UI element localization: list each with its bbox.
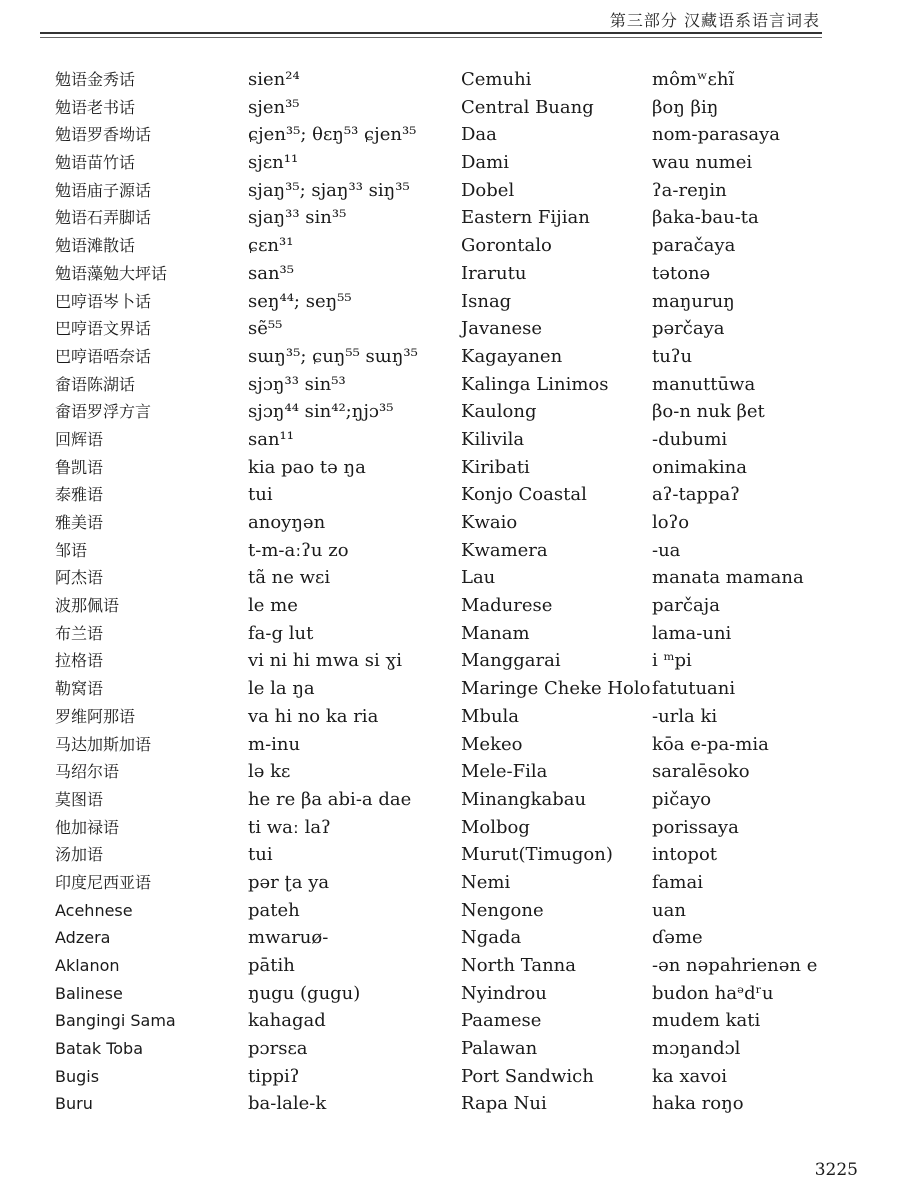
word-form: uan <box>652 899 686 921</box>
word-form: loʔo <box>652 512 690 533</box>
language-name: Daa <box>461 124 497 146</box>
word-form: ka xavoi <box>652 1065 728 1087</box>
language-name: Palawan <box>461 1038 538 1060</box>
language-name: Manam <box>461 622 530 644</box>
language-name: Balinese <box>55 983 123 1003</box>
word-form: sẽ⁵⁵ <box>248 318 283 340</box>
word-form: intopot <box>652 844 718 866</box>
word-form: fa-g lut <box>248 622 314 644</box>
word-form: ŋugu (gugu) <box>248 982 361 1004</box>
right-language-column <box>461 66 651 1118</box>
language-name: 巴哼语唔奈话 <box>55 346 152 366</box>
language-name: 勒窝语 <box>55 679 104 699</box>
language-name: 巴哼语岑卜话 <box>55 291 152 311</box>
word-form: tətonə <box>652 262 711 284</box>
page-number: 3225 <box>814 1160 858 1180</box>
word-form: -ua <box>652 539 681 561</box>
word-form: famai <box>652 871 703 893</box>
language-name: 勉语金秀话 <box>55 70 136 89</box>
word-form: ba-lale-k <box>248 1093 327 1115</box>
language-name: Rapa Nui <box>461 1093 547 1115</box>
language-name: Mele-Fila <box>461 761 548 783</box>
language-name: Aklanon <box>55 956 120 975</box>
language-name: Batak Toba <box>55 1039 144 1059</box>
language-name: 泰雅语 <box>55 485 104 505</box>
running-header: 第三部分 汉藏语系语言词表 <box>609 11 820 30</box>
word-form: t-m-aːʔu zo <box>248 539 349 561</box>
language-name: Nengone <box>461 899 544 921</box>
word-form: seŋ⁴⁴; seŋ⁵⁵ <box>248 290 352 312</box>
language-name: 畲语陈湖话 <box>55 374 136 394</box>
word-form: budon haᵊdʳu <box>652 982 774 1004</box>
word-form: -urla ki <box>652 705 718 727</box>
language-name: Nemi <box>461 871 511 893</box>
word-form: pateh <box>248 899 300 921</box>
word-form: wau numei <box>652 152 753 174</box>
language-name: Port Sandwich <box>461 1065 594 1087</box>
word-form: tui <box>248 484 273 506</box>
word-form: le la ŋa <box>248 678 315 700</box>
word-form: ɗəme <box>652 927 703 949</box>
word-form: tippiʔ <box>248 1065 300 1087</box>
word-form: kahagad <box>248 1010 326 1032</box>
language-name: Cemuhi <box>461 69 532 90</box>
language-name: 勉语石弄脚话 <box>55 208 152 228</box>
language-name: Molbog <box>461 816 530 838</box>
left-language-column <box>55 66 235 1118</box>
word-form: mwaruø- <box>248 927 329 949</box>
word-form: sjɔŋ⁴⁴ sin⁴²;ŋjɔ³⁵ <box>248 401 394 423</box>
word-form: aʔ-tappaʔ <box>652 484 740 506</box>
word-form: sɯŋ³⁵; ɕuŋ⁵⁵ sɯŋ³⁵ <box>248 345 418 367</box>
language-name: 汤加语 <box>55 845 104 865</box>
language-name: Adzera <box>55 928 111 948</box>
language-name: 布兰语 <box>55 623 104 643</box>
language-name: Minangkabau <box>461 788 587 810</box>
language-name: Kwamera <box>461 539 548 561</box>
language-name: Bugis <box>55 1066 100 1086</box>
language-name: 巴哼语文界话 <box>55 319 152 339</box>
language-name: Ngada <box>461 927 522 949</box>
language-name: 邹语 <box>55 540 88 560</box>
word-form: tuʔu <box>652 345 693 367</box>
word-form: paračaya <box>652 235 736 257</box>
word-form: maŋuruŋ <box>652 290 735 312</box>
word-form: nom-parasaya <box>652 124 781 146</box>
word-form: va hi no ka ria <box>248 705 379 727</box>
language-name: 勉语滩散话 <box>55 236 136 256</box>
language-name: Manggarai <box>461 650 561 672</box>
language-name: Isnag <box>461 290 512 312</box>
language-name: 马绍尔语 <box>55 762 120 782</box>
language-name: Gorontalo <box>461 235 552 257</box>
word-form: haka roŋo <box>652 1093 744 1115</box>
language-name: 他加禄语 <box>55 817 120 837</box>
word-form: mômʷɛhĩ <box>652 69 735 90</box>
language-name: Central Buang <box>461 96 594 118</box>
word-form: lə kɛ <box>248 761 291 783</box>
language-name: Kilivila <box>461 428 525 450</box>
word-form: pičayo <box>652 788 712 810</box>
language-name: Kagayanen <box>461 345 563 367</box>
language-name: 勉语罗香坳话 <box>55 125 152 145</box>
language-name: Kaulong <box>461 401 537 423</box>
word-form: saralēsoko <box>652 761 750 783</box>
word-form: porissaya <box>652 816 739 838</box>
word-form: -dubumi <box>652 428 728 450</box>
word-form: ɕjen³⁵; θɛŋ⁵³ ɕjen³⁵ <box>248 124 417 146</box>
language-name: Lau <box>461 567 496 589</box>
word-form: βoŋ βiŋ <box>652 96 719 118</box>
word-form: sien²⁴ <box>248 69 300 90</box>
language-name: 畲语罗浮方言 <box>55 402 152 422</box>
language-name: Maringe Cheke Holo <box>461 678 651 700</box>
word-form: m-inu <box>248 733 301 755</box>
language-name: Acehnese <box>55 900 133 920</box>
language-name: Mbula <box>461 705 520 727</box>
language-name: Konjo Coastal <box>461 484 587 506</box>
language-name: 罗维阿那语 <box>55 706 136 726</box>
word-form: ʔa-reŋin <box>652 179 727 201</box>
language-name: Dami <box>461 152 509 174</box>
language-name: 雅美语 <box>55 513 104 532</box>
word-form: manata mamana <box>652 567 804 589</box>
language-name: 鲁凯语 <box>55 457 104 477</box>
word-form: san¹¹ <box>248 428 294 450</box>
word-form: lama-uni <box>652 622 732 644</box>
language-name: 勉语老书话 <box>55 97 136 117</box>
word-form: kia pao tə ŋa <box>248 456 366 478</box>
language-name: Mekeo <box>461 733 523 755</box>
word-form: pātih <box>248 955 295 976</box>
word-form: sjaŋ³³ sin³⁵ <box>248 207 347 229</box>
word-form: βaka-bau-ta <box>652 207 759 229</box>
language-name: 马达加斯加语 <box>55 734 152 754</box>
word-form: onimakina <box>652 456 747 478</box>
word-form: parčaja <box>652 595 720 617</box>
word-form: tã ne wɛi <box>248 567 331 589</box>
language-name: 印度尼西亚语 <box>55 872 152 892</box>
word-form: pərčaya <box>652 318 725 340</box>
language-name: 勉语藻勉大坪话 <box>55 263 168 283</box>
word-form: ɕɛn³¹ <box>248 235 294 257</box>
language-name: 勉语苗竹话 <box>55 153 136 173</box>
language-name: 波那佩语 <box>55 596 120 616</box>
language-name: North Tanna <box>461 955 576 976</box>
language-name: Bangingi Sama <box>55 1011 176 1031</box>
word-form: manuttūwa <box>652 373 756 395</box>
language-name: 拉格语 <box>55 651 104 671</box>
language-name: Murut(Timugon) <box>461 844 613 866</box>
header-rule-thin <box>40 37 822 38</box>
word-form: sjɔŋ³³ sin⁵³ <box>248 373 346 395</box>
language-name: Nyindrou <box>461 982 547 1004</box>
language-name: 莫图语 <box>55 789 104 809</box>
word-form: anoyŋən <box>248 512 326 533</box>
word-form: le me <box>248 595 298 617</box>
language-name: 阿杰语 <box>55 568 104 588</box>
word-form: pɔrsɛa <box>248 1038 308 1060</box>
word-form: -ən nəpahrienən e <box>652 955 818 976</box>
language-name: Madurese <box>461 595 553 617</box>
language-name: Kalinga Linimos <box>461 373 609 395</box>
word-form: ti waː laʔ <box>248 816 331 838</box>
word-form: mudem kati <box>652 1010 761 1032</box>
word-form: kōa e-pa-mia <box>652 733 769 755</box>
language-name: Eastern Fijian <box>461 207 590 229</box>
language-name: Buru <box>55 1094 93 1114</box>
right-word-column <box>652 66 862 1118</box>
language-name: Paamese <box>461 1010 542 1032</box>
language-name: 回辉语 <box>55 429 104 449</box>
word-form: tui <box>248 844 273 866</box>
word-form: he re βa abi-a dae <box>248 788 412 810</box>
language-name: Kwaio <box>461 512 518 533</box>
word-form: fatutuani <box>652 678 736 700</box>
language-name: Dobel <box>461 179 515 201</box>
language-name: Irarutu <box>461 262 527 284</box>
language-name: Javanese <box>461 318 542 340</box>
language-name: 勉语庙子源话 <box>55 180 152 200</box>
word-form: pər ʈa ya <box>248 871 330 893</box>
word-form: vi ni hi mwa si ɣi <box>248 650 402 672</box>
header-rule <box>40 32 822 34</box>
word-form: sjen³⁵ <box>248 96 300 118</box>
word-form: sjaŋ³⁵; sjaŋ³³ siŋ³⁵ <box>248 179 410 201</box>
word-form: mɔŋandɔl <box>652 1038 741 1060</box>
word-form: sjɛn¹¹ <box>248 152 299 174</box>
word-form: i ᵐpi <box>652 650 692 672</box>
language-name: Kiribati <box>461 456 530 478</box>
word-form: san³⁵ <box>248 262 294 284</box>
left-word-column <box>248 66 448 1118</box>
word-form: βo-n nuk βet <box>652 401 765 423</box>
